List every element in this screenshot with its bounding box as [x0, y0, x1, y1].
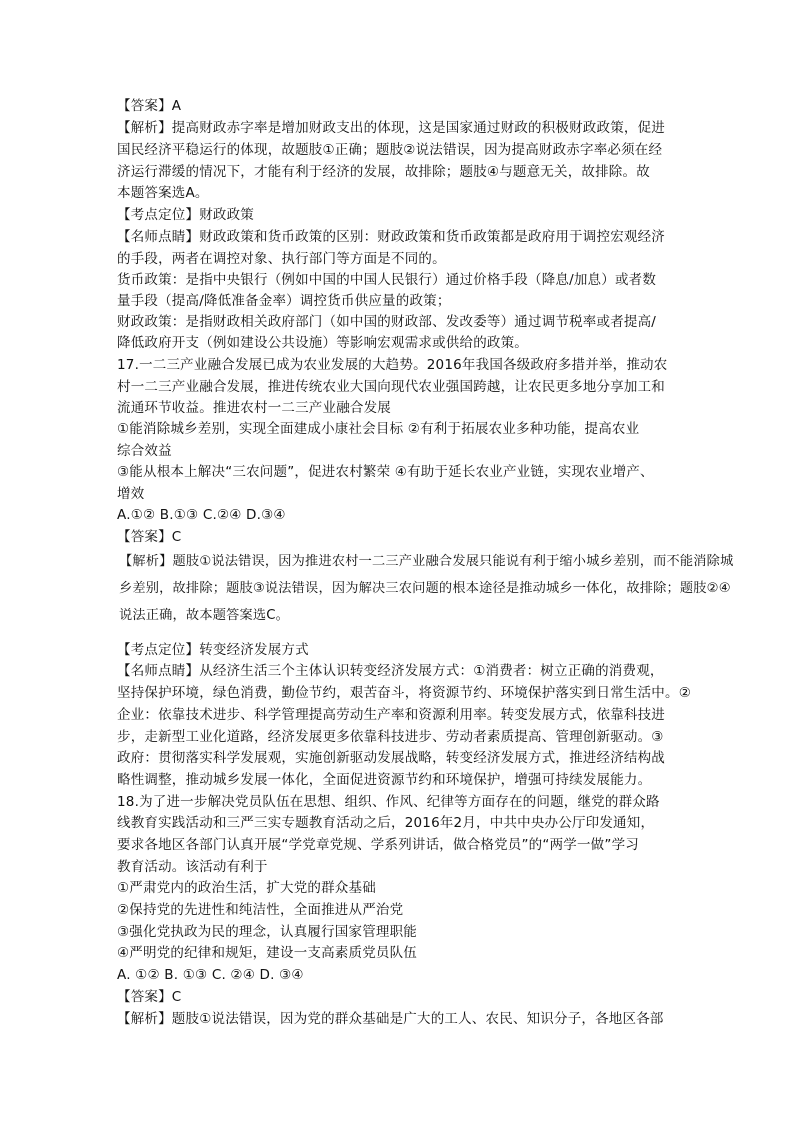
- analysis-17-line-3: 说法正确，故本题答案选C。: [119, 608, 290, 623]
- statement-18-2: ②保持党的先进性和纯洁性，全面推进从严治党: [117, 902, 404, 918]
- statement-17-2-cont: 综合效益: [117, 443, 172, 459]
- question-18-line-3: 要求各地区各部门认真开展“学党章党规、学系列讲话，做合格党员”的“两学一做”学习: [117, 837, 639, 853]
- question-17-line-2: 村一二三产业融合发展，推进传统农业大国向现代农业强国跨越，让农民更多地分享加工和: [117, 379, 665, 395]
- answer-16: 【答案】A: [117, 98, 182, 114]
- options-17: A.①② B.①③ C.②④ D.③④: [117, 507, 286, 523]
- tips-17-line-6: 略性调整，推动城乡发展一体化，全面促进资源节约和环境保护，增强可持续发展能力。: [117, 772, 652, 788]
- question-18-line-2: 线教育实践活动和三严三实专题教育活动之后，2016年2月，中共中央办公厅印发通知，: [117, 815, 655, 831]
- statement-18-1: ①严肃党内的政治生活，扩大党的群众基础: [117, 880, 376, 896]
- analysis-16-line-4: 本题答案选A。: [117, 185, 209, 201]
- statement-18-3: ③强化党执政为民的理念，认真履行国家管理职能: [117, 924, 418, 940]
- tips-16-line-6: 降低政府开支（例如建设公共设施）等影响宏观需求或供给的政策。: [117, 335, 528, 351]
- statement-17-3-4: ③能从根本上解决“三农问题”，促进农村繁荣 ④有助于延长农业产业链，实现农业增产、: [117, 464, 654, 480]
- question-17-line-1: 17.一二三产业融合发展已成为农业发展的大趋势。2016年我国各级政府多措并举，推动农: [117, 357, 668, 373]
- topic-16: 【考点定位】财政政策: [117, 207, 254, 223]
- tips-16-line-3: 货币政策：是指中央银行（例如中国的中国人民银行）通过价格手段（降息/加息）或者数: [117, 272, 657, 288]
- tips-17-line-3: 企业：依靠技术进步、科学管理提高劳动生产率和资源利用率。转变发展方式，依靠科技进: [117, 707, 665, 723]
- tips-16-line-5: 财政政策：是指财政相关政府部门（如中国的财政部、发改委等）通过调节税率或者提高/: [117, 314, 657, 330]
- tips-16-line-2: 的手段，两者在调控对象、执行部门等方面是不同的。: [117, 251, 446, 267]
- analysis-18-line-1: 【解析】题肢①说法错误，因为党的群众基础是广大的工人、农民、知识分子，各地区各部: [117, 1011, 664, 1027]
- analysis-17-line-1: 【解析】题肢①说法错误，因为推进农村一二三产业融合发展只能说有利于缩小城乡差别，而不能消除城: [119, 554, 734, 569]
- tips-17-line-4: 步，走新型工业化道路，经济发展更多依靠科技进步、劳动者素质提高、管理创新驱动。③: [117, 729, 664, 745]
- tips-16-line-1: 【名师点睛】财政政策和货币政策的区别：财政政策和货币政策都是政府用于调控宏观经济: [117, 229, 665, 245]
- tips-16-line-4: 量手段（提高/降低准备金率）调控货币供应量的政策；: [117, 293, 451, 309]
- options-18: A. ①② B. ①③ C. ②④ D. ③④: [117, 967, 304, 983]
- answer-18: 【答案】C: [117, 989, 182, 1005]
- statement-17-1-2: ①能消除城乡差别，实现全面建成小康社会目标 ②有利于拓展农业多种功能，提高农业: [117, 421, 640, 437]
- tips-17-line-5: 政府：贯彻落实科学发展观，实施创新驱动发展战略，转变经济发展方式，推进经济结构战: [117, 750, 665, 766]
- tips-17-line-2: 坚持保护环境，绿色消费，勤俭节约，艰苦奋斗，将资源节约、环境保护落实到日常生活中。②: [117, 685, 692, 701]
- analysis-16-line-2: 国民经济平稳运行的体现，故题肢①正确；题肢②说法错误，因为提高财政赤字率必须在经: [117, 142, 663, 158]
- question-17-line-3: 流通环节收益。推进农村一二三产业融合发展: [117, 400, 391, 416]
- tips-17-line-1: 【名师点睛】从经济生活三个主体认识转变经济发展方式：①消费者：树立正确的消费观，: [117, 663, 664, 679]
- analysis-17-line-2: 乡差别，故排除；题肢③说法错误，因为解决三农问题的根本途径是推动城乡一体化，故排除；题肢②④: [119, 581, 731, 596]
- analysis-16-line-3: 济运行滞缓的情况下，才能有利于经济的发展，故排除；题肢④与题意无关，故排除。故: [117, 164, 650, 180]
- topic-17: 【考点定位】转变经济发展方式: [117, 642, 309, 658]
- statement-17-4-cont: 增效: [117, 486, 145, 502]
- statement-18-4: ④严明党的纪律和规矩，建设一支高素质党员队伍: [117, 945, 418, 961]
- answer-17: 【答案】C: [117, 529, 182, 545]
- question-18-line-4: 教育活动。该活动有利于: [117, 859, 268, 875]
- analysis-16-line-1: 【解析】提高财政赤字率是增加财政支出的体现，这是国家通过财政的积极财政政策，促进: [117, 120, 665, 136]
- question-18-line-1: 18.为了进一步解决党员队伍在思想、组织、作风、纪律等方面存在的问题，继党的群众路: [117, 794, 660, 810]
